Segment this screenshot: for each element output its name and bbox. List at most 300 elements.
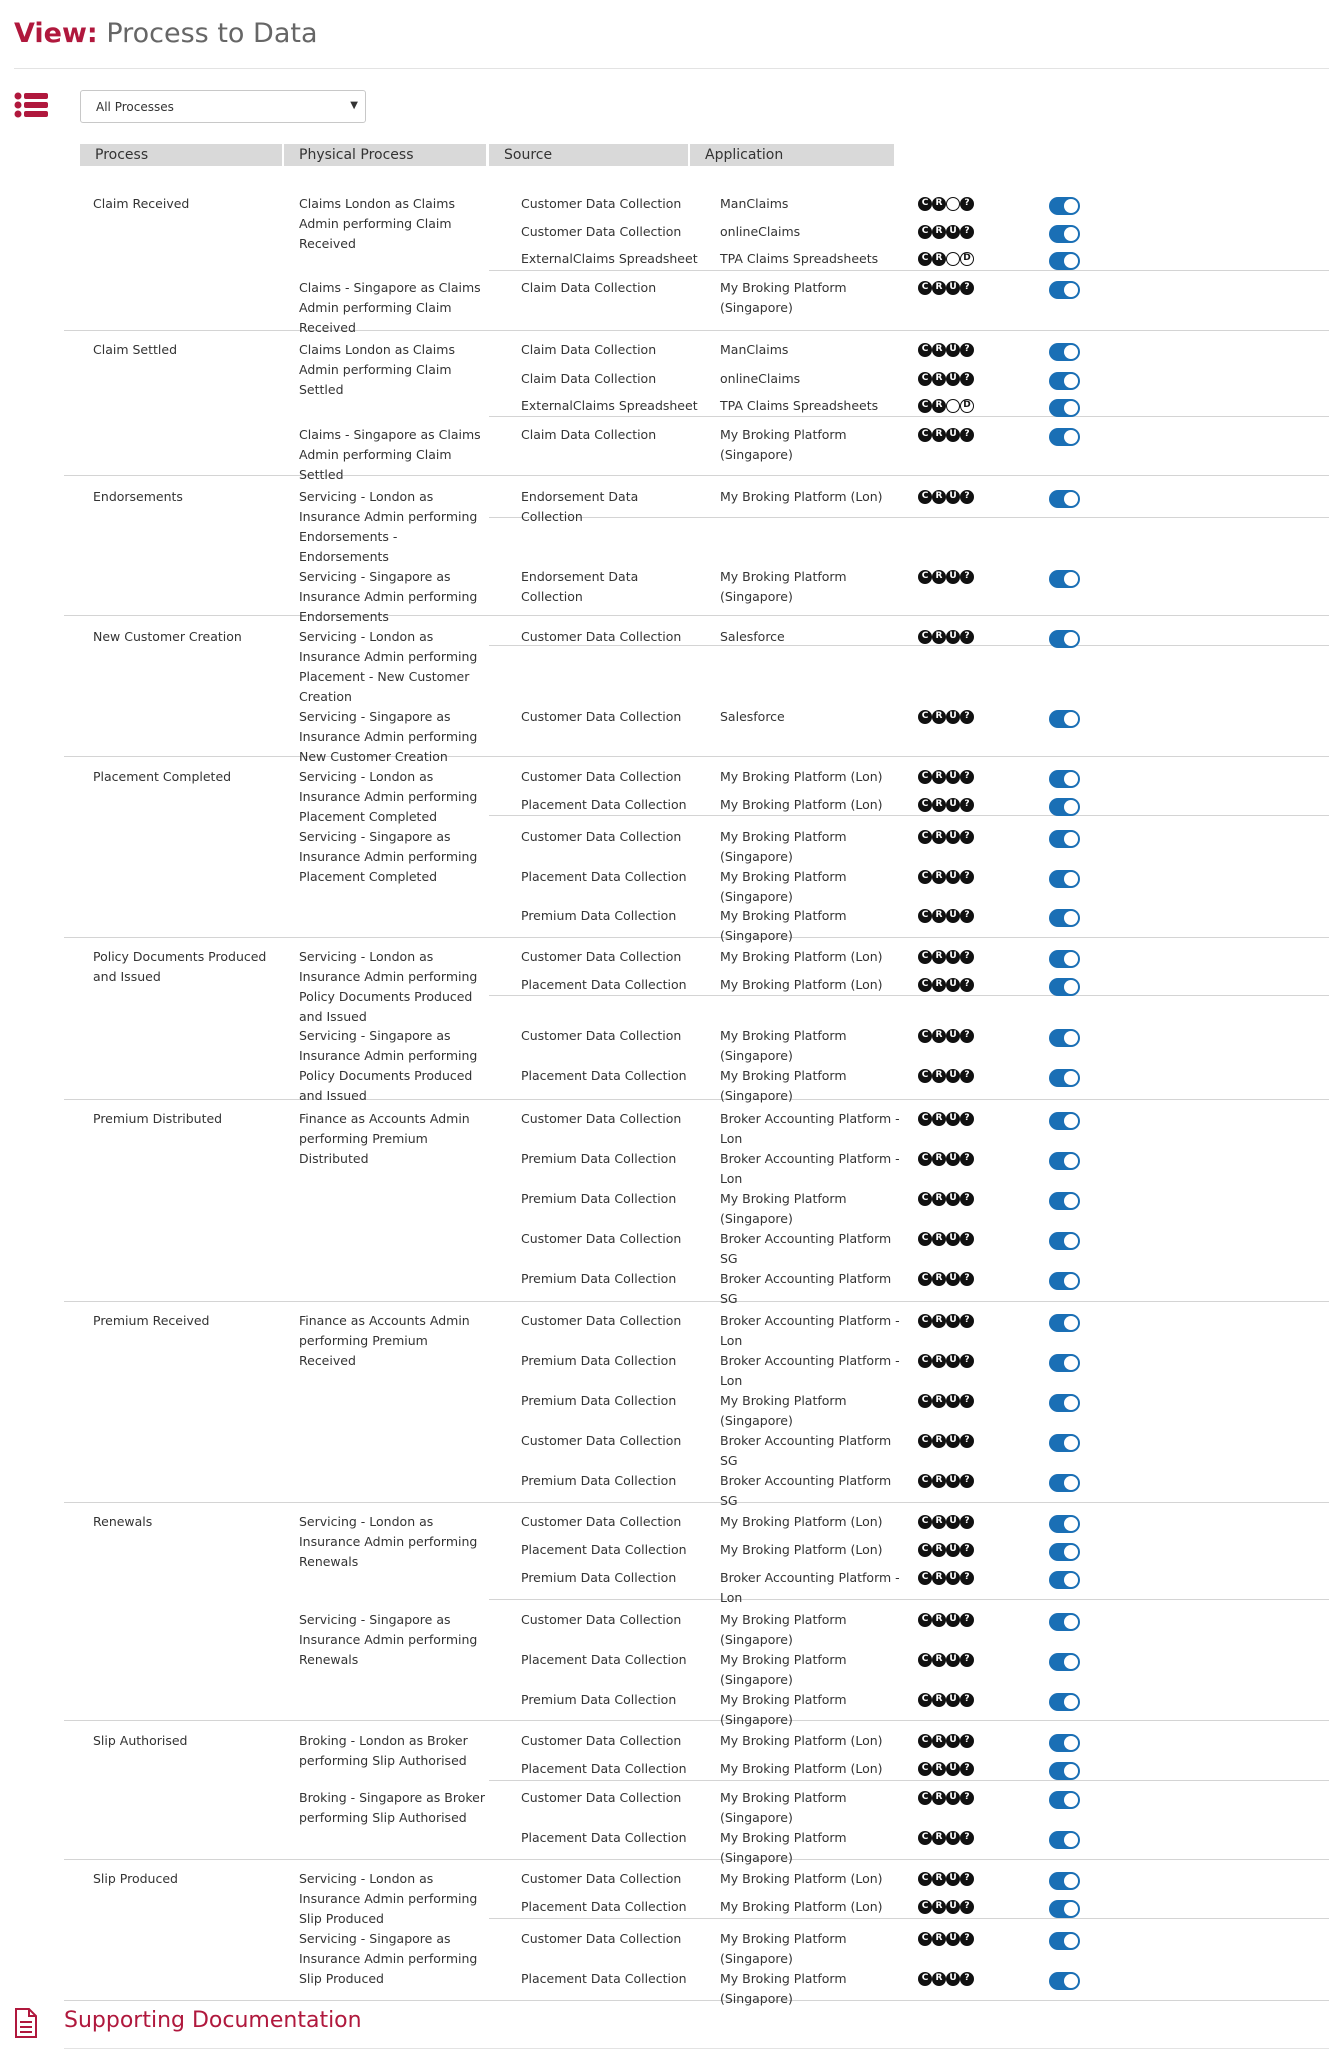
column-header-application[interactable]: Application — [690, 144, 894, 166]
active-toggle[interactable] — [1049, 978, 1080, 996]
active-toggle[interactable] — [1049, 1192, 1080, 1210]
application-text: Broker Accounting Platform - — [720, 1313, 900, 1328]
crud-indicator — [918, 252, 974, 266]
delete-icon: ? — [960, 1900, 974, 1914]
create-icon: C — [918, 343, 932, 357]
source-text: Placement Data Collection — [521, 1068, 687, 1083]
physical-cell[interactable] — [299, 194, 455, 254]
list-icon[interactable] — [14, 92, 48, 118]
source-cell — [521, 396, 698, 416]
application-cell — [720, 1731, 883, 1751]
application-cell — [720, 278, 847, 318]
read-icon: R — [932, 1394, 946, 1408]
application-text: My Broking Platform — [720, 1931, 847, 1946]
update-icon: U — [946, 978, 960, 992]
active-toggle[interactable] — [1049, 570, 1080, 588]
application-cell — [720, 1828, 847, 1868]
row-divider — [489, 1780, 1329, 1781]
physical-text: Broking - Singapore as Broker — [299, 1790, 486, 1805]
active-toggle[interactable] — [1049, 225, 1080, 243]
crud-indicator — [918, 372, 974, 386]
process-text: and Issued — [93, 969, 161, 984]
source-text: Customer Data Collection — [521, 1028, 682, 1043]
active-toggle[interactable] — [1049, 770, 1080, 788]
delete-icon: ? — [960, 630, 974, 644]
active-toggle[interactable] — [1049, 343, 1080, 361]
application-text: My Broking Platform — [720, 908, 847, 923]
physical-cell[interactable] — [299, 627, 477, 707]
read-icon: R — [932, 1653, 946, 1667]
update-icon: U — [946, 950, 960, 964]
application-text: My Broking Platform — [720, 829, 847, 844]
physical-cell[interactable] — [299, 1869, 477, 1929]
supporting-documentation-heading[interactable]: Supporting Documentation — [64, 2008, 362, 2033]
process-cell[interactable] — [93, 627, 242, 647]
crud-indicator — [918, 1972, 974, 1986]
active-toggle[interactable] — [1049, 1932, 1080, 1950]
application-text: Lon — [720, 1171, 743, 1186]
physical-cell[interactable] — [299, 827, 477, 887]
active-toggle[interactable] — [1049, 1543, 1080, 1561]
source-text: Claim Data Collection — [521, 280, 657, 295]
application-text: My Broking Platform (Lon) — [720, 489, 883, 504]
footer-divider — [64, 2048, 1329, 2049]
process-cell[interactable] — [93, 340, 177, 360]
application-text: Broker Accounting Platform - — [720, 1353, 900, 1368]
read-icon: R — [932, 225, 946, 239]
active-toggle[interactable] — [1049, 490, 1080, 508]
crud-indicator — [918, 428, 974, 442]
physical-cell[interactable] — [299, 1311, 470, 1371]
update-icon: U — [946, 1972, 960, 1986]
delete-icon: ? — [960, 570, 974, 584]
active-toggle[interactable] — [1049, 372, 1080, 390]
active-toggle[interactable] — [1049, 1112, 1080, 1130]
physical-cell[interactable] — [299, 278, 481, 338]
update-icon — [946, 197, 960, 211]
row-divider — [489, 995, 1329, 996]
application-text: (Singapore) — [720, 1672, 793, 1687]
update-icon: U — [946, 1900, 960, 1914]
source-text: Customer Data Collection — [521, 1790, 682, 1805]
application-text: (Singapore) — [720, 1048, 793, 1063]
source-text: Customer Data Collection — [521, 629, 682, 644]
source-cell — [521, 906, 676, 926]
active-toggle[interactable] — [1049, 1515, 1080, 1533]
application-cell — [720, 1929, 847, 1969]
delete-icon: ? — [960, 490, 974, 504]
application-cell — [720, 1690, 847, 1730]
crud-indicator — [918, 710, 974, 724]
create-icon: C — [918, 978, 932, 992]
source-cell — [521, 975, 687, 995]
crud-indicator — [918, 1872, 974, 1886]
row-divider — [64, 1720, 1329, 1721]
row-divider — [64, 937, 1329, 938]
source-cell — [521, 947, 681, 967]
source-text: Customer Data Collection — [521, 1871, 682, 1886]
update-icon: U — [946, 1029, 960, 1043]
update-icon: U — [946, 1232, 960, 1246]
source-text: Collection — [521, 509, 583, 524]
active-toggle[interactable] — [1049, 428, 1080, 446]
active-toggle[interactable] — [1049, 1474, 1080, 1492]
physical-cell[interactable] — [299, 1512, 477, 1572]
application-text: My Broking Platform — [720, 1971, 847, 1986]
active-toggle[interactable] — [1049, 1354, 1080, 1372]
physical-cell[interactable] — [299, 1731, 468, 1771]
active-toggle[interactable] — [1049, 950, 1080, 968]
create-icon: C — [918, 1232, 932, 1246]
active-toggle[interactable] — [1049, 1872, 1080, 1890]
source-cell — [521, 1391, 676, 1411]
source-text: Placement Data Collection — [521, 797, 687, 812]
physical-cell[interactable] — [299, 1929, 477, 1989]
application-text: (Singapore) — [720, 1088, 793, 1103]
process-text: Slip Authorised — [93, 1733, 188, 1748]
delete-icon: ? — [960, 1831, 974, 1845]
column-header-source[interactable]: Source — [489, 144, 688, 166]
process-cell[interactable] — [93, 487, 183, 507]
delete-icon: ? — [960, 1613, 974, 1627]
source-cell — [521, 767, 681, 787]
source-cell — [521, 1431, 681, 1451]
physical-text: Distributed — [299, 1151, 369, 1166]
active-toggle[interactable] — [1049, 1152, 1080, 1170]
source-text: Premium Data Collection — [521, 1393, 677, 1408]
application-text: onlineClaims — [720, 224, 801, 239]
row-divider — [489, 815, 1329, 816]
application-cell — [720, 369, 800, 389]
application-text: My Broking Platform (Lon) — [720, 949, 883, 964]
physical-cell[interactable] — [299, 425, 481, 485]
delete-icon: ? — [960, 225, 974, 239]
application-cell — [720, 340, 788, 360]
create-icon: C — [918, 830, 932, 844]
application-text: (Singapore) — [720, 1810, 793, 1825]
create-icon: C — [918, 1900, 932, 1914]
chevron-down-icon: ▼ — [350, 100, 358, 111]
read-icon: R — [932, 1762, 946, 1776]
delete-icon: ? — [960, 1653, 974, 1667]
create-icon: C — [918, 1972, 932, 1986]
read-icon: R — [932, 1152, 946, 1166]
active-toggle[interactable] — [1049, 399, 1080, 417]
active-toggle[interactable] — [1049, 870, 1080, 888]
process-cell[interactable] — [93, 1311, 209, 1331]
active-toggle[interactable] — [1049, 798, 1080, 816]
active-toggle[interactable] — [1049, 252, 1080, 270]
read-icon: R — [932, 372, 946, 386]
view-name: Process to Data — [106, 18, 318, 49]
active-toggle[interactable] — [1049, 1613, 1080, 1631]
active-toggle[interactable] — [1049, 1734, 1080, 1752]
physical-text: Servicing - London as — [299, 489, 434, 504]
crud-indicator — [918, 1762, 974, 1776]
source-text: Customer Data Collection — [521, 1231, 682, 1246]
crud-indicator — [918, 1232, 974, 1246]
physical-cell[interactable] — [299, 1109, 470, 1169]
active-toggle[interactable] — [1049, 197, 1080, 215]
crud-indicator — [918, 1734, 974, 1748]
update-icon: U — [946, 1272, 960, 1286]
column-header-physical-process[interactable]: Physical Process — [284, 144, 486, 166]
row-divider — [64, 330, 1329, 331]
active-toggle[interactable] — [1049, 1434, 1080, 1452]
read-icon: R — [932, 1354, 946, 1368]
active-toggle[interactable] — [1049, 1394, 1080, 1412]
application-cell — [720, 222, 800, 242]
update-icon: U — [946, 1434, 960, 1448]
delete-icon: ? — [960, 770, 974, 784]
physical-text: Insurance Admin performing — [299, 969, 478, 984]
source-text: Customer Data Collection — [521, 1931, 682, 1946]
read-icon: R — [932, 252, 946, 266]
application-text: TPA Claims Spreadsheets — [720, 398, 879, 413]
update-icon: U — [946, 343, 960, 357]
physical-text: performing Slip Authorised — [299, 1810, 467, 1825]
delete-icon: ? — [960, 830, 974, 844]
create-icon: C — [918, 399, 932, 413]
active-toggle[interactable] — [1049, 1069, 1080, 1087]
physical-text: Renewals — [299, 1652, 359, 1667]
physical-text: Claims London as Claims — [299, 342, 455, 357]
application-cell — [720, 1269, 891, 1309]
read-icon: R — [932, 1543, 946, 1557]
source-text: Placement Data Collection — [521, 1761, 687, 1776]
active-toggle[interactable] — [1049, 830, 1080, 848]
create-icon: C — [918, 798, 932, 812]
delete-icon: ? — [960, 1112, 974, 1126]
delete-icon: D — [960, 399, 974, 413]
application-text: My Broking Platform (Lon) — [720, 769, 883, 784]
source-text: Customer Data Collection — [521, 1612, 682, 1627]
application-text: Lon — [720, 1131, 743, 1146]
active-toggle[interactable] — [1049, 1314, 1080, 1332]
physical-text: Servicing - Singapore as — [299, 829, 451, 844]
process-cell[interactable] — [93, 1869, 178, 1889]
application-text: Broker Accounting Platform — [720, 1231, 892, 1246]
process-text: Premium Received — [93, 1313, 210, 1328]
application-text: Lon — [720, 1373, 743, 1388]
physical-text: Insurance Admin performing — [299, 1891, 478, 1906]
active-toggle[interactable] — [1049, 1762, 1080, 1780]
delete-icon: ? — [960, 1515, 974, 1529]
process-cell[interactable] — [93, 194, 189, 214]
application-cell — [720, 906, 847, 946]
physical-text: and Issued — [299, 1009, 367, 1024]
physical-text: Claims London as Claims — [299, 196, 455, 211]
application-text: SG — [720, 1251, 738, 1266]
application-text: My Broking Platform — [720, 1652, 847, 1667]
application-cell — [720, 396, 878, 416]
physical-text: Claims - Singapore as Claims — [299, 280, 481, 295]
application-text: (Singapore) — [720, 1632, 793, 1647]
update-icon: U — [946, 1515, 960, 1529]
row-divider — [64, 1502, 1329, 1503]
application-text: SG — [720, 1453, 738, 1468]
application-cell — [720, 1109, 900, 1149]
active-toggle[interactable] — [1049, 1029, 1080, 1047]
crud-indicator — [918, 770, 974, 784]
read-icon: R — [932, 1791, 946, 1805]
application-text: (Singapore) — [720, 1951, 793, 1966]
update-icon: U — [946, 909, 960, 923]
application-text: My Broking Platform — [720, 1692, 847, 1707]
process-filter-select[interactable] — [80, 90, 366, 123]
read-icon: R — [932, 1029, 946, 1043]
source-cell — [521, 1149, 676, 1169]
delete-icon: ? — [960, 1394, 974, 1408]
create-icon: C — [918, 1474, 932, 1488]
read-icon: R — [932, 1474, 946, 1488]
source-cell — [521, 1731, 681, 1751]
physical-cell[interactable] — [299, 1788, 485, 1828]
source-cell — [521, 1759, 687, 1779]
physical-text: Received — [299, 1353, 356, 1368]
process-text: Claim Settled — [93, 342, 178, 357]
read-icon: R — [932, 281, 946, 295]
read-icon: R — [932, 1314, 946, 1328]
crud-indicator — [918, 630, 974, 644]
active-toggle[interactable] — [1049, 710, 1080, 728]
application-text: My Broking Platform — [720, 1068, 847, 1083]
application-text: My Broking Platform — [720, 569, 847, 584]
create-icon: C — [918, 1653, 932, 1667]
source-cell — [521, 1109, 681, 1129]
source-cell — [521, 1311, 681, 1331]
read-icon: R — [932, 978, 946, 992]
physical-cell[interactable] — [299, 1610, 477, 1670]
process-cell[interactable] — [93, 947, 266, 987]
active-toggle[interactable] — [1049, 1693, 1080, 1711]
source-text: Claim Data Collection — [521, 371, 657, 386]
source-cell — [521, 1869, 681, 1889]
application-text: onlineClaims — [720, 371, 801, 386]
physical-text: Admin performing Claim — [299, 447, 452, 462]
process-cell[interactable] — [93, 1731, 187, 1751]
crud-indicator — [918, 1515, 974, 1529]
active-toggle[interactable] — [1049, 1972, 1080, 1990]
update-icon: U — [946, 372, 960, 386]
source-cell — [521, 425, 656, 445]
active-toggle[interactable] — [1049, 1791, 1080, 1809]
process-text: Claim Received — [93, 196, 190, 211]
physical-cell[interactable] — [299, 707, 477, 767]
physical-text: Admin performing Claim — [299, 216, 452, 231]
active-toggle[interactable] — [1049, 1831, 1080, 1849]
create-icon: C — [918, 1613, 932, 1627]
physical-cell[interactable] — [299, 567, 477, 627]
crud-indicator — [918, 570, 974, 584]
physical-cell[interactable] — [299, 487, 477, 567]
application-cell — [720, 1391, 847, 1431]
crud-indicator — [918, 1152, 974, 1166]
delete-icon: ? — [960, 1734, 974, 1748]
physical-cell[interactable] — [299, 947, 477, 1027]
update-icon: U — [946, 1932, 960, 1946]
create-icon: C — [918, 372, 932, 386]
physical-cell[interactable] — [299, 1026, 477, 1106]
source-text: Premium Data Collection — [521, 1151, 677, 1166]
crud-indicator — [918, 490, 974, 504]
physical-text: Insurance Admin performing — [299, 789, 478, 804]
application-text: (Singapore) — [720, 300, 793, 315]
application-cell — [720, 1512, 883, 1532]
read-icon: R — [932, 1831, 946, 1845]
active-toggle[interactable] — [1049, 1232, 1080, 1250]
create-icon: C — [918, 1515, 932, 1529]
create-icon: C — [918, 428, 932, 442]
update-icon: U — [946, 428, 960, 442]
source-text: ExternalClaims Spreadsheet — [521, 398, 698, 413]
source-text: Placement Data Collection — [521, 1830, 687, 1845]
process-cell[interactable] — [93, 767, 231, 787]
active-toggle[interactable] — [1049, 1272, 1080, 1290]
read-icon: R — [932, 1232, 946, 1246]
application-text: (Singapore) — [720, 1211, 793, 1226]
update-icon: U — [946, 1192, 960, 1206]
source-text: Customer Data Collection — [521, 709, 682, 724]
application-text: My Broking Platform — [720, 1790, 847, 1805]
delete-icon: ? — [960, 197, 974, 211]
application-text: My Broking Platform — [720, 1028, 847, 1043]
application-text: My Broking Platform (Lon) — [720, 1871, 883, 1886]
source-cell — [521, 567, 638, 607]
delete-icon: ? — [960, 428, 974, 442]
crud-indicator — [918, 197, 974, 211]
process-cell[interactable] — [93, 1109, 222, 1129]
application-text: Broker Accounting Platform - — [720, 1151, 900, 1166]
active-toggle[interactable] — [1049, 909, 1080, 927]
application-text: (Singapore) — [720, 447, 793, 462]
application-cell — [720, 1189, 847, 1229]
application-text: (Singapore) — [720, 928, 793, 943]
application-cell — [720, 1788, 847, 1828]
physical-cell[interactable] — [299, 340, 455, 400]
application-text: SG — [720, 1291, 738, 1306]
application-text: ManClaims — [720, 196, 789, 211]
read-icon: R — [932, 830, 946, 844]
active-toggle[interactable] — [1049, 1571, 1080, 1589]
active-toggle[interactable] — [1049, 1653, 1080, 1671]
application-cell — [720, 1610, 847, 1650]
source-text: Customer Data Collection — [521, 1733, 682, 1748]
process-text: Slip Produced — [93, 1871, 178, 1886]
active-toggle[interactable] — [1049, 630, 1080, 648]
read-icon: R — [932, 1272, 946, 1286]
update-icon: U — [946, 1693, 960, 1707]
source-cell — [521, 1610, 681, 1630]
source-text: Premium Data Collection — [521, 1271, 677, 1286]
source-text: Claim Data Collection — [521, 427, 657, 442]
physical-text: Policy Documents Produced — [299, 989, 473, 1004]
column-header-process[interactable]: Process — [80, 144, 282, 166]
crud-indicator — [918, 1543, 974, 1557]
process-cell[interactable] — [93, 1512, 152, 1532]
create-icon: C — [918, 570, 932, 584]
application-text: Lon — [720, 1590, 743, 1605]
physical-text: Insurance Admin performing — [299, 729, 478, 744]
application-text: My Broking Platform (Lon) — [720, 1733, 883, 1748]
active-toggle[interactable] — [1049, 281, 1080, 299]
application-text: (Singapore) — [720, 1413, 793, 1428]
active-toggle[interactable] — [1049, 1900, 1080, 1918]
physical-cell[interactable] — [299, 767, 477, 827]
physical-text: Settled — [299, 382, 344, 397]
application-text: My Broking Platform — [720, 1612, 847, 1627]
source-cell — [521, 1650, 687, 1670]
